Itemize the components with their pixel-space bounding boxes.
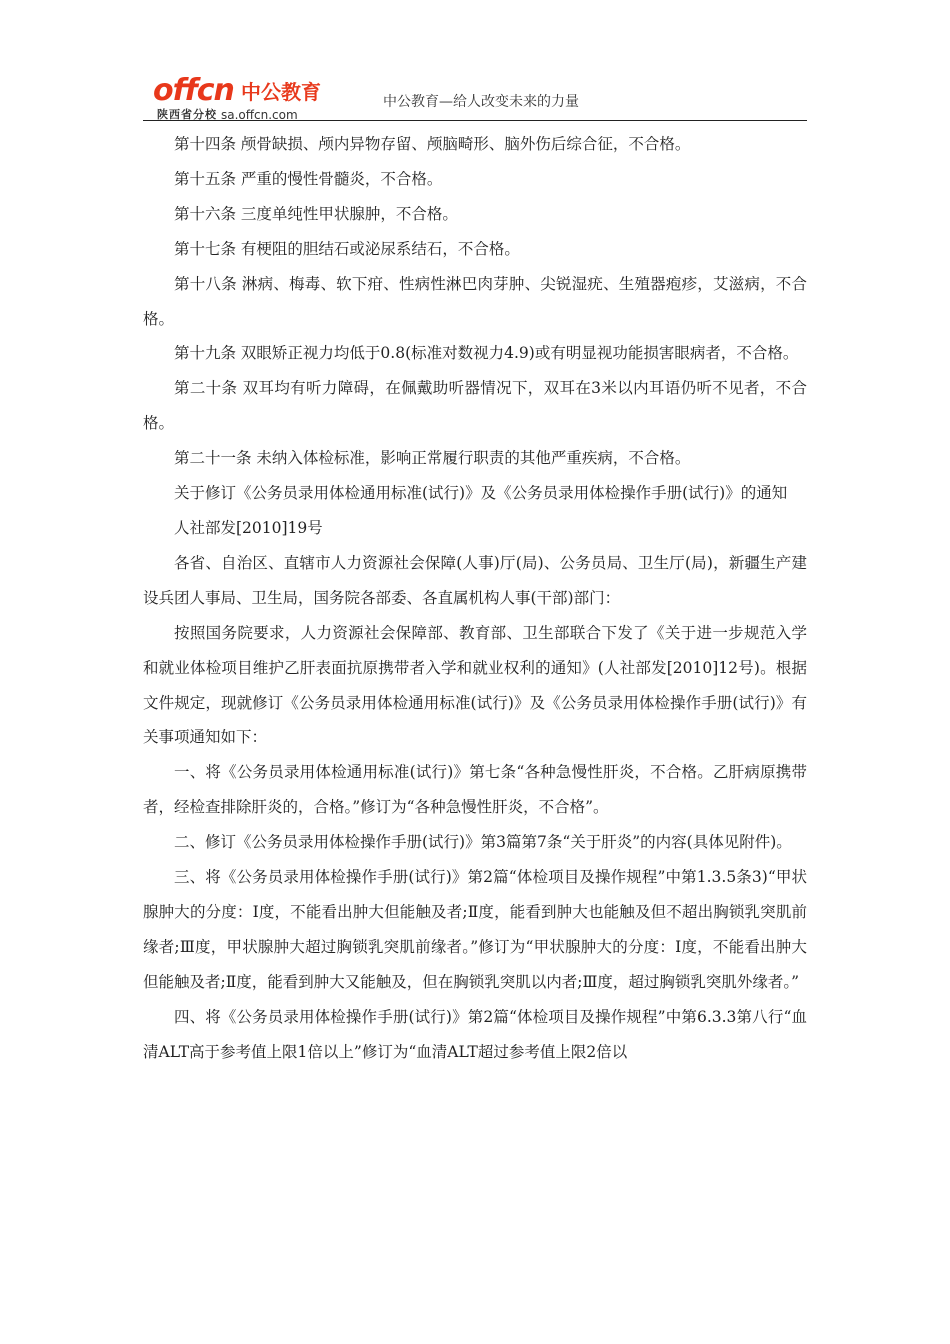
addressees: 各省、自治区、直辖市人力资源社会保障(人事)厅(局)、公务员局、卫生厅(局)，新疆生产建设兵团人事局、卫生局，国务院各部委、各直属机构人事(干部)部门： xyxy=(143,553,807,607)
paragraph: 第十五条 严重的慢性骨髓炎，不合格。 xyxy=(174,169,443,188)
paragraph: 第十八条 淋病、梅毒、软下疳、性病性淋巴肉芽肿、尖锐湿疣、生殖器疱疹，艾滋病，不合格。 xyxy=(143,274,807,328)
header-divider xyxy=(143,120,807,121)
logo-branch-name: 陕西省分校 xyxy=(157,108,217,121)
document-number: 人社部发[2010]19号 xyxy=(174,518,323,537)
logo-brand-name: 中公教育 xyxy=(241,80,321,104)
notice-title: 关于修订《公务员录用体检通用标准(试行)》及《公务员录用体检操作手册(试行)》的通知 xyxy=(174,484,788,503)
logo-wordmark: offcn xyxy=(153,73,234,108)
logo-site-url: sa.offcn.com xyxy=(221,108,298,122)
document-body xyxy=(143,127,807,1069)
paragraph: 按照国务院要求，人力资源社会保障部、教育部、卫生部联合下发了《关于进一步规范入学和就业体检项目维护乙肝表面抗原携带者入学和就业权利的通知》(人社部发[2010]12号)。根据文件规定，现就修订《公务员录用体检通用标准(试行)》及《公务员录用体检操作手册(试行)》有关事项通知如下： xyxy=(143,623,807,747)
paragraph: 第十四条 颅骨缺损、颅内异物存留、颅脑畸形、脑外伤后综合征，不合格。 xyxy=(174,135,691,153)
paragraph: 第十六条 三度单纯性甲状腺肿，不合格。 xyxy=(174,204,458,223)
paragraph: 第二十条 双耳均有听力障碍，在佩戴助听器情况下，双耳在3米以内耳语仍听不见者，不合格。 xyxy=(143,379,807,433)
paragraph: 四、将《公务员录用体检操作手册(试行)》第2篇“体检项目及操作规程”中第6.3.3第八行“血清ALT高于参考值上限1倍以上”修订为“血清ALT超过参考值上限2倍以 xyxy=(143,1007,807,1061)
header-slogan: 中公教育—给人改变未来的力量 xyxy=(383,94,579,110)
paragraph: 一、将《公务员录用体检通用标准(试行)》第七条“各种急慢性肝炎，不合格。乙肝病原携带者，经检查排除肝炎的，合格。”修订为“各种急慢性肝炎，不合格”。 xyxy=(143,763,807,817)
paragraph: 第二十一条 未纳入体检标准，影响正常履行职责的其他严重疾病，不合格。 xyxy=(174,449,691,468)
paragraph: 第十九条 双眼矫正视力均低于0.8(标准对数视力4.9)或有明显视功能损害眼病者，不合格。 xyxy=(174,344,799,363)
paragraph: 第十七条 有梗阻的胆结石或泌尿系结石，不合格。 xyxy=(174,239,520,258)
page-header xyxy=(143,64,807,124)
paragraph: 三、将《公务员录用体检操作手册(试行)》第2篇“体检项目及操作规程”中第1.3.5条3)“甲状腺肿大的分度：Ⅰ度，不能看出肿大但能触及者;Ⅱ度，能看到肿大也能触及但不超出胸锁乳突肌前缘者;Ⅲ度，甲状腺肿大超过胸锁乳突肌前缘者。”修订为“甲状腺肿大的分度：Ⅰ度，不能看出肿大但能触及者;Ⅱ度，能看到肿大又能触及，但在胸锁乳突肌以内者;Ⅲ度，超过胸锁乳突肌外缘者。” xyxy=(143,868,807,991)
offcn-logo xyxy=(143,64,383,124)
paragraph: 二、修订《公务员录用体检操作手册(试行)》第3篇第7条“关于肝炎”的内容(具体见附件)。 xyxy=(174,833,792,852)
